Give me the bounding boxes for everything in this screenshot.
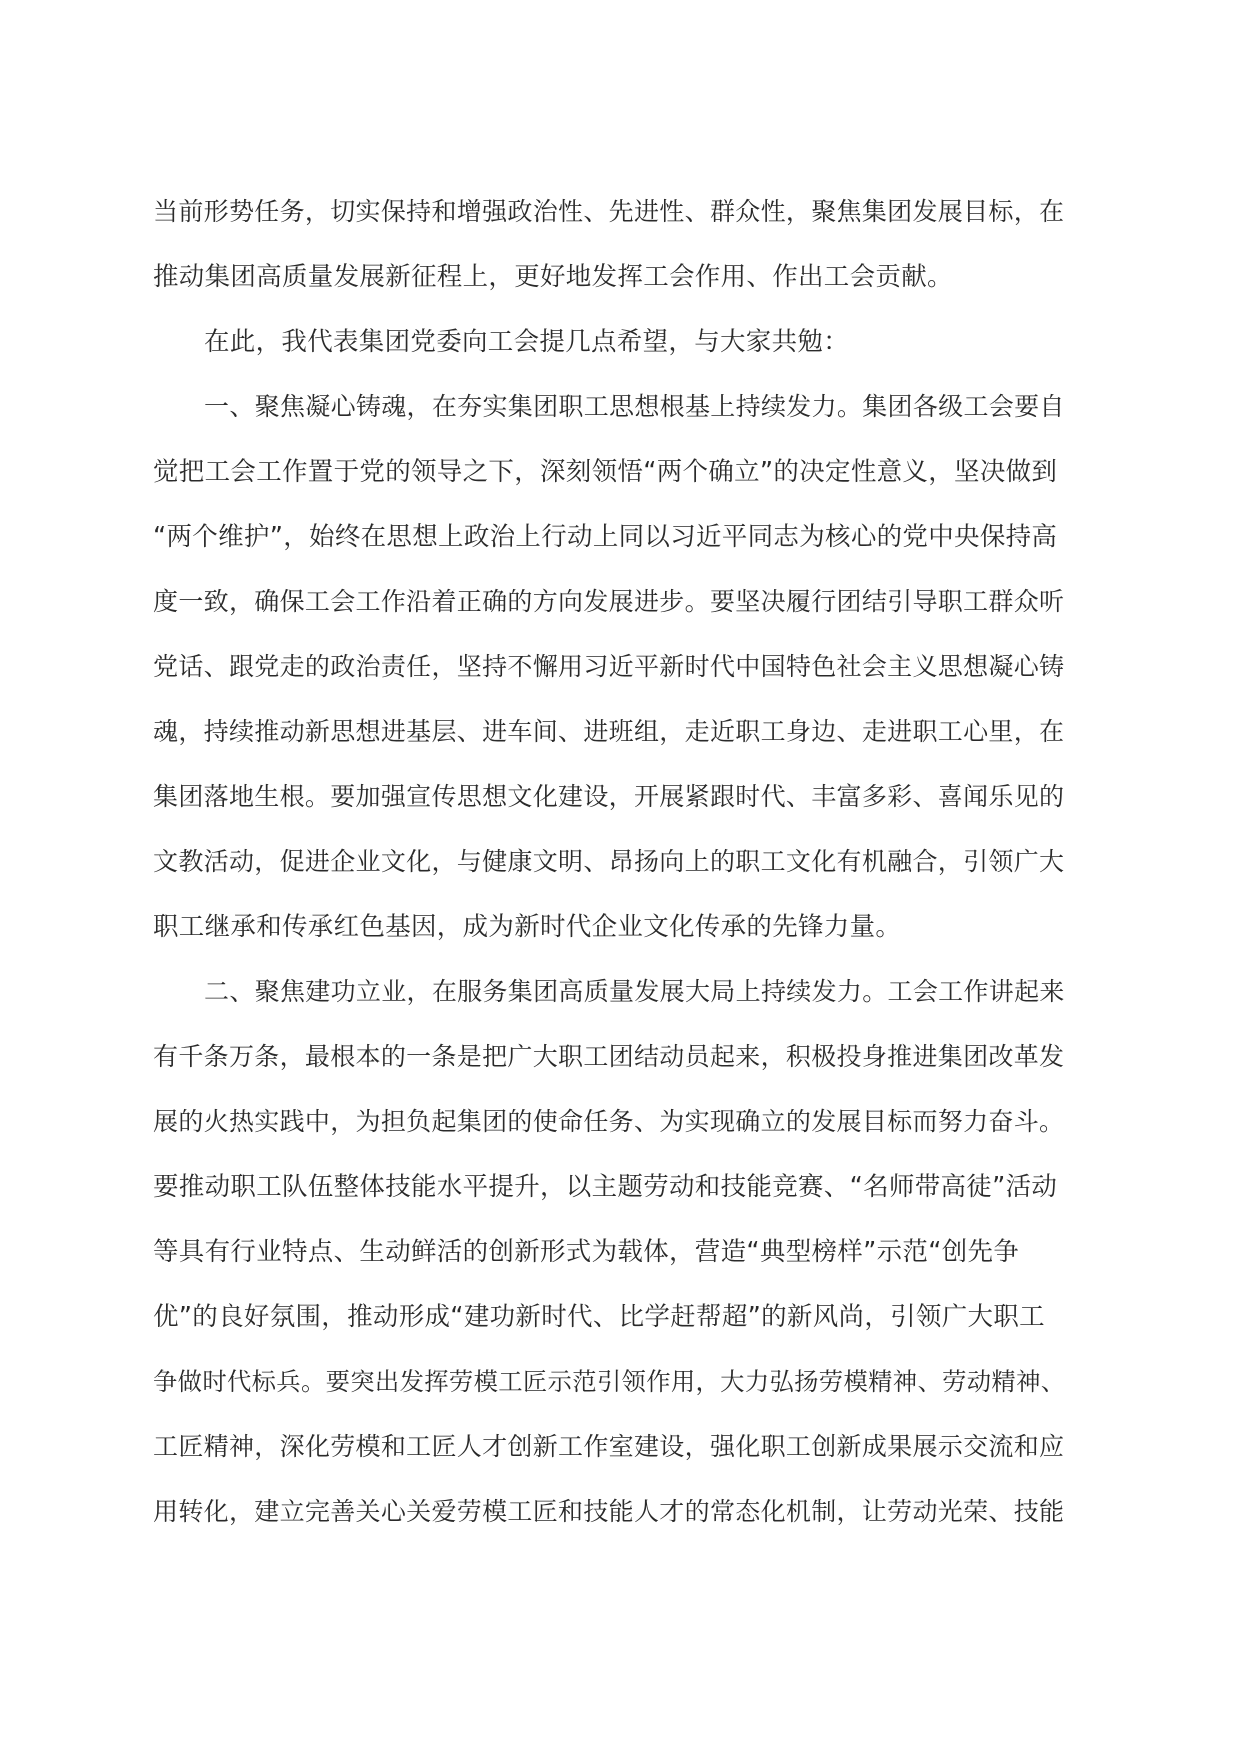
text-line: 展的火热实践中，为担负起集团的使命任务、为实现确立的发展目标而努力奋斗。 <box>153 1107 1065 1136</box>
text-line: 党话、跟党走的政治责任，坚持不懈用习近平新时代中国特色社会主义思想凝心铸 <box>153 652 1065 681</box>
text-line: 推动集团高质量发展新征程上，更好地发挥工会作用、作出工会贡献。 <box>153 262 953 292</box>
text-line: 当前形势任务，切实保持和增强政治性、先进性、群众性，聚焦集团发展目标，在 <box>153 197 1065 226</box>
text-line: 要推动职工队伍整体技能水平提升，以主题劳动和技能竞赛、“名师带高徒”活动 <box>153 1172 1058 1202</box>
text-line: 等具有行业特点、生动鲜活的创新形式为载体，营造“典型榜样”示范“创先争 <box>153 1237 1020 1267</box>
text-line: 文教活动，促进企业文化，与健康文明、昂扬向上的职工文化有机融合，引领广大 <box>153 847 1065 876</box>
text-line: 职工继承和传承红色基因，成为新时代企业文化传承的先锋力量。 <box>153 912 902 942</box>
text-line: 有千条万条，最根本的一条是把广大职工团结动员起来，积极投身推进集团改革发 <box>153 1042 1065 1071</box>
section-one-heading-line: 一、聚焦凝心铸魂，在夯实集团职工思想根基上持续发力。集团各级工会要自 <box>204 392 1065 421</box>
text-line: 魂，持续推动新思想进基层、进车间、进班组，走近职工身边、走进职工心里，在 <box>153 717 1065 746</box>
paragraph-opening-line: 在此，我代表集团党委向工会提几点希望，与大家共勉： <box>204 327 850 357</box>
text-line: “两个维护”，始终在思想上政治上行动上同以习近平同志为核心的党中央保持高 <box>153 522 1058 552</box>
text-line: 度一致，确保工会工作沿着正确的方向发展进步。要坚决履行团结引导职工群众听 <box>153 587 1065 616</box>
text-line: 工匠精神，深化劳模和工匠人才创新工作室建设，强化职工创新成果展示交流和应 <box>153 1432 1065 1461</box>
text-line: 争做时代标兵。要突出发挥劳模工匠示范引领作用，大力弘扬劳模精神、劳动精神、 <box>153 1367 1066 1396</box>
text-line: 觉把工会工作置于党的领导之下，深刻领悟“两个确立”的决定性意义，坚决做到 <box>153 457 1058 487</box>
section-two-heading-line: 二、聚焦建功立业，在服务集团高质量发展大局上持续发力。工会工作讲起来 <box>204 977 1065 1006</box>
body-text <box>153 190 1066 1555</box>
text-line: 集团落地生根。要加强宣传思想文化建设，开展紧跟时代、丰富多彩、喜闻乐见的 <box>153 782 1065 811</box>
text-line: 用转化，建立完善关心关爱劳模工匠和技能人才的常态化机制，让劳动光荣、技能 <box>153 1497 1065 1526</box>
text-line: 优”的良好氛围，推动形成“建功新时代、比学赶帮超”的新风尚，引领广大职工 <box>153 1302 1045 1332</box>
